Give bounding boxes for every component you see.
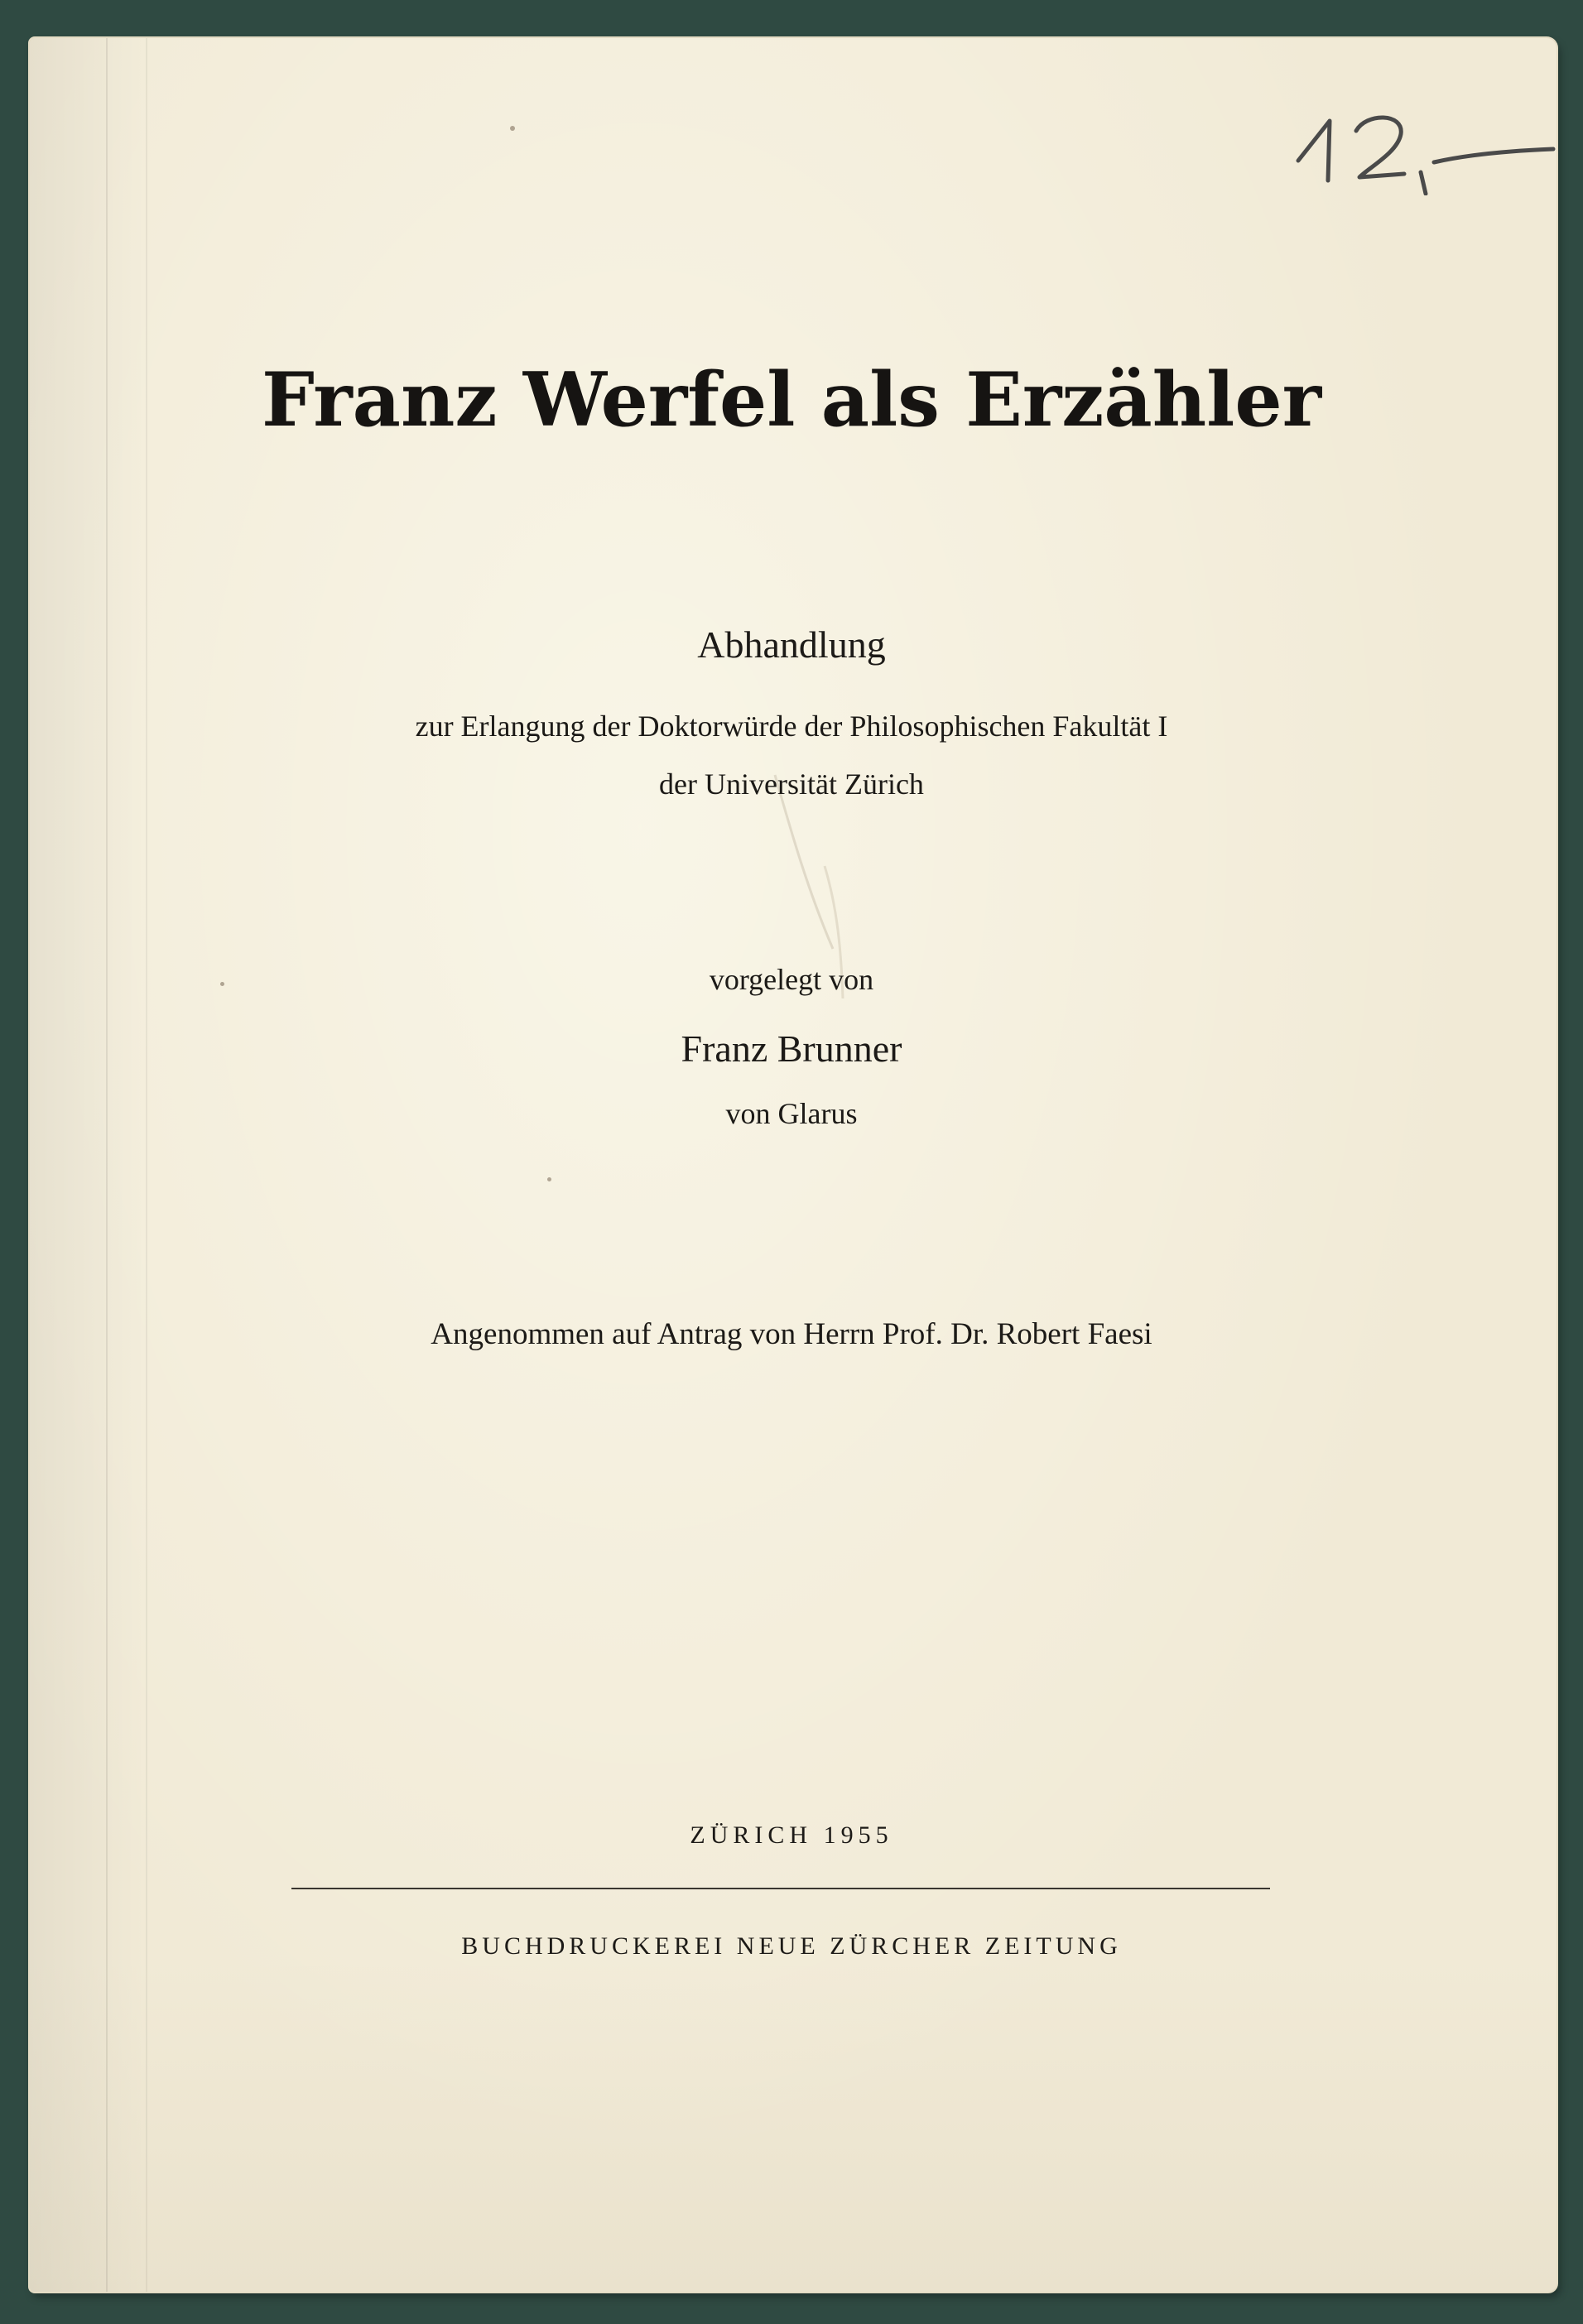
book-title: Franz Werfel als Erzähler [261,356,1322,444]
place-and-year: ZÜRICH 1955 [690,1821,893,1849]
printer-imprint: BUCHDRUCKEREI NEUE ZÜRCHER ZEITUNG [461,1932,1122,1960]
purpose-line-2: der Universität Zürich [659,767,924,801]
presented-by-label: vorgelegt von [709,963,874,996]
paper-speck [547,1177,551,1181]
author-origin: von Glarus [725,1097,858,1130]
subtitle: Abhandlung [697,623,886,666]
author-name: Franz Brunner [681,1027,902,1070]
purpose-line-1: zur Erlangung der Doktorwürde der Philosophischen Fakultät I [415,710,1168,743]
handwritten-price [1280,88,1561,195]
acceptance-note: Angenommen auf Antrag von Herrn Prof. Dr. Robert Faesi [431,1317,1152,1351]
divider-rule [291,1888,1270,1889]
paper-speck [510,126,515,131]
